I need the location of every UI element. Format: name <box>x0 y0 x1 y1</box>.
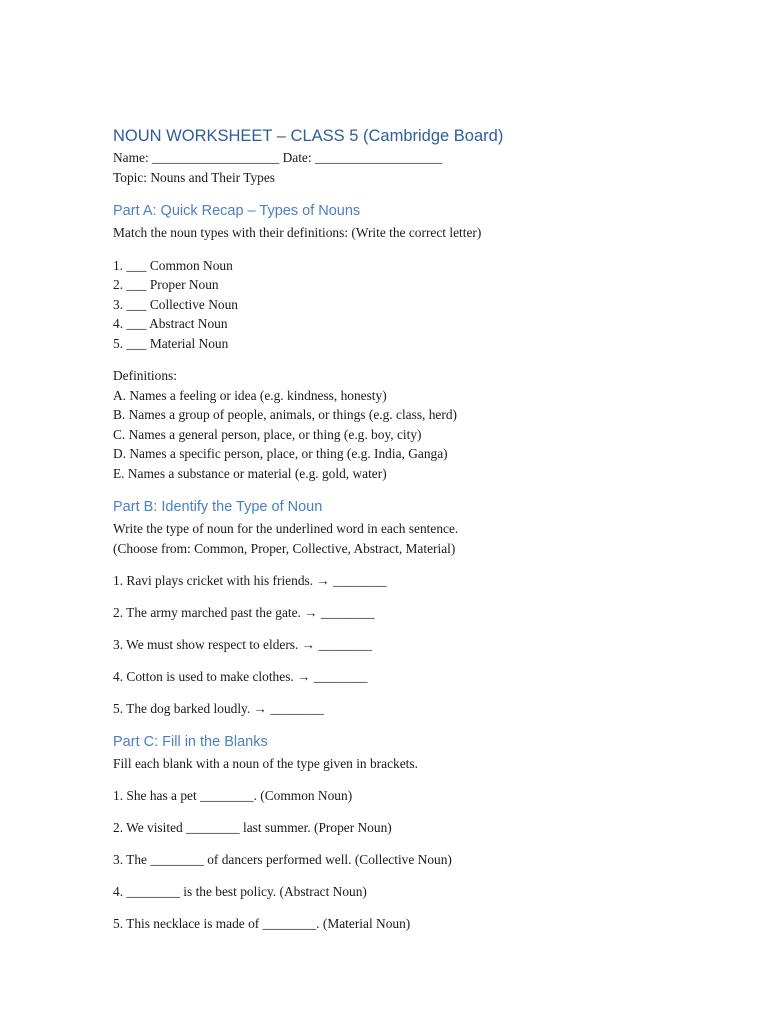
definition-item: E. Names a substance or material (e.g. gold, water) <box>113 465 387 481</box>
fill-blank-item: 3. The ________ of dancers performed well. (Collective Noun) <box>113 852 452 867</box>
worksheet-page <box>113 124 713 934</box>
fill-blank-item: 1. She has a pet ________. (Common Noun) <box>113 788 353 803</box>
definition-item: B. Names a group of people, animals, or things (e.g. class, herd) <box>113 407 457 422</box>
part-a-instruction: Match the noun types with their definitions: (Write the correct letter) <box>113 225 482 240</box>
part-c-instruction: Fill each blank with a noun of the type given in brackets. <box>113 756 418 771</box>
name-date-line: Name: ___________________ Date: ___________________ <box>113 150 443 165</box>
definitions-label: Definitions: <box>113 368 177 383</box>
part-b-instruction: Write the type of noun for the underlined word in each sentence. <box>113 521 459 536</box>
match-item: 4. ___ Abstract Noun <box>113 316 228 331</box>
fill-blank-item: 4. ________ is the best policy. (Abstract Noun) <box>113 884 367 899</box>
fill-blank-item: 5. This necklace is made of ________. (Material Noun) <box>113 916 411 931</box>
part-a-heading: Part A: Quick Recap – Types of Nouns <box>113 203 361 219</box>
part-b-heading: Part B: Identify the Type of Noun <box>113 499 323 515</box>
definition-item: C. Names a general person, place, or thing (e.g. boy, city) <box>113 426 422 442</box>
match-item: 1. ___ Common Noun <box>113 257 233 273</box>
match-item: 3. ___ Collective Noun <box>113 296 238 312</box>
definition-item: A. Names a feeling or idea (e.g. kindness, honesty) <box>113 387 387 403</box>
question-item: 1. Ravi plays cricket with his friends. → ________ <box>113 572 387 588</box>
match-item: 2. ___ Proper Noun <box>113 277 219 292</box>
definition-item: D. Names a specific person, place, or thing (e.g. India, Ganga) <box>113 446 448 461</box>
worksheet-title: NOUN WORKSHEET – CLASS 5 (Cambridge Board) <box>113 127 504 145</box>
match-item: 5. ___ Material Noun <box>113 335 229 351</box>
question-item: 2. The army marched past the gate. → ________ <box>113 604 375 620</box>
question-item: 3. We must show respect to elders. → ________ <box>113 636 373 652</box>
part-c-heading: Part C: Fill in the Blanks <box>113 734 268 750</box>
part-b-choices: (Choose from: Common, Proper, Collective, Abstract, Material) <box>113 540 456 556</box>
fill-blank-item: 2. We visited ________ last summer. (Proper Noun) <box>113 820 392 835</box>
question-item: 5. The dog barked loudly. → ________ <box>113 700 324 716</box>
topic-line: Topic: Nouns and Their Types <box>113 169 276 185</box>
question-item: 4. Cotton is used to make clothes. → ________ <box>113 668 368 684</box>
